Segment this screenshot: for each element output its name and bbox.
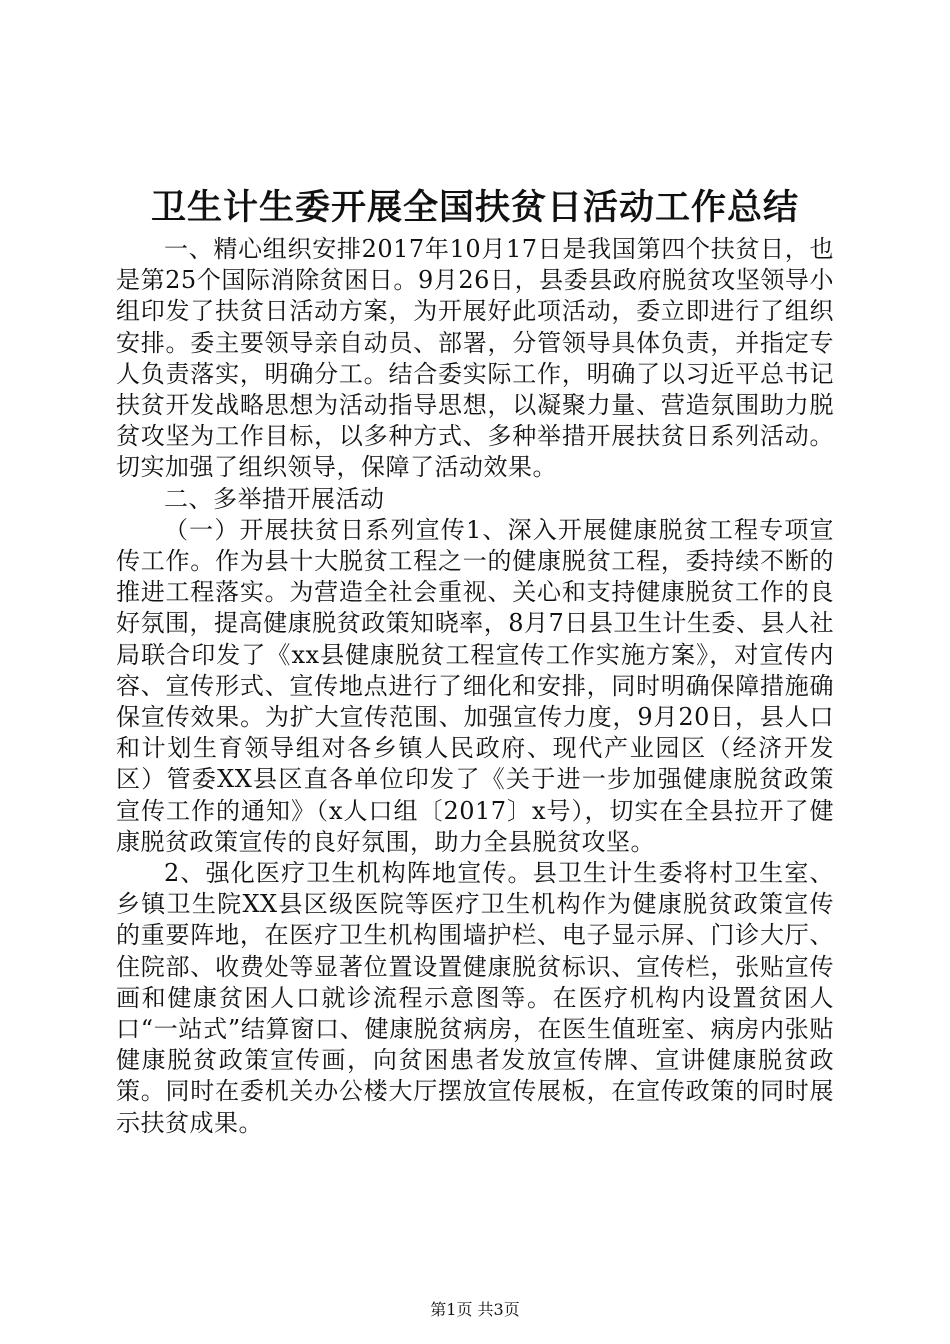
paragraph-organization: 一、精心组织安排2017年10月17日是我国第四个扶贫日，也是第25个国际消除贫困日。9月26日，县委县政府脱贫攻坚领导小组印发了扶贫日活动方案，为开展好此项活动，委立即进行了组织安排。委主要领导亲自动员、部署，分管领导具体负责，并指定专人负责落实，明确分工。结合委实际工作，明确了以习近平总书记扶贫开发战略思想为活动指导思想，以凝聚力量、营造氛围助力脱贫攻坚为工作目标，以多种方式、多种举措开展扶贫日系列活动。切实加强了组织领导，保障了活动效果。: [116, 235, 834, 482]
page-number-footer: 第1页 共3页: [430, 1300, 520, 1319]
document-title: 卫生计生委开展全国扶贫日活动工作总结: [150, 187, 799, 228]
paragraph-section-heading: 二、多举措开展活动: [164, 484, 385, 513]
paragraph-publicity-series: （一）开展扶贫日系列宣传1、深入开展健康脱贫工程专项宣传工作。作为县十大脱贫工程之一的健康脱贫工程，委持续不断的推进工程落实。为营造全社会重视、关心和支持健康脱贫工作的良好氛围，提高健康脱贫政策知晓率，8月7日县卫生计生委、县人社局联合印发了《xx县健康脱贫工程宣传工作实施方案》，对宣传内容、宣传形式、宣传地点进行了细化和安排，同时明确保障措施确保宣传效果。为扩大宣传范围、加强宣传力度，9月20日，县人口和计划生育领导组对各乡镇人民政府、现代产业园区（经济开发区）管委XX县区直各单位印发了《关于进一步加强健康脱贫政策宣传工作的通知》（x人口组〔2017〕x号），切实在全县拉开了健康脱贫政策宣传的良好氛围，助力全县脱贫攻坚。: [116, 515, 834, 856]
paragraph-medical-publicity: 2、强化医疗卫生机构阵地宣传。县卫生计生委将村卫生室、乡镇卫生院XX县区级医院等医疗卫生机构作为健康脱贫政策宣传的重要阵地，在医疗卫生机构围墙护栏、电子显示屏、门诊大厅、住院部、收费处等显著位置设置健康脱贫标识、宣传栏，张贴宣传画和健康贫困人口就诊流程示意图等。在医疗机构内设置贫困人口“一站式”结算窗口、健康脱贫病房，在医生值班室、病房内张贴健康脱贫政策宣传画，向贫困患者发放宣传牌、宣讲健康脱贫政策。同时在委机关办公楼大厅摆放宣传展板，在宣传政策的同时展示扶贫成果。: [116, 859, 834, 1137]
document-body: [116, 234, 834, 1139]
